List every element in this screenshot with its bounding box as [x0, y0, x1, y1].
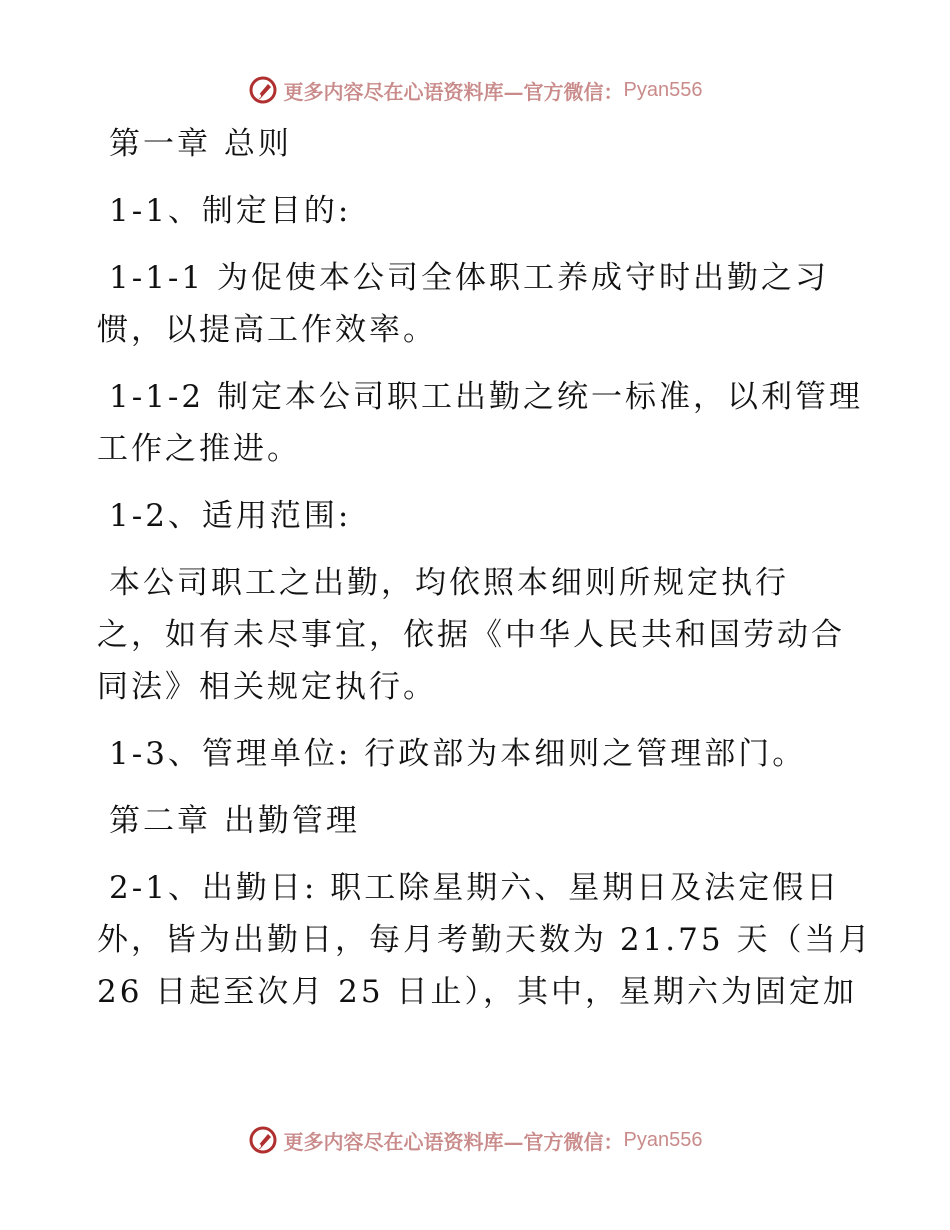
banner-wechat-id: Pyan556 — [623, 1128, 703, 1151]
pen-logo-icon — [248, 75, 278, 105]
text-line: 外，皆为出勤日，每月考勤天数为 21.75 天（当月 — [97, 922, 873, 958]
text-line: 1-1-2 制定本公司职工出勤之统一标准，以利管理 — [109, 379, 863, 415]
watermark-banner-top — [0, 70, 950, 110]
document-body — [97, 118, 873, 1033]
text-line: 之，如有未尽事宜，依据《中华人民共和国劳动合 — [97, 617, 845, 653]
chapter-1-title: 第一章 总则 — [109, 126, 292, 162]
banner-wechat-id: Pyan556 — [623, 78, 703, 101]
text-line: 26 日起至次月 25 日止），其中，星期六为固定加 — [97, 974, 857, 1010]
section-1-2-body — [97, 557, 852, 713]
watermark-banner-bottom — [0, 1120, 950, 1160]
text-line: 惯，以提高工作效率。 — [97, 312, 437, 348]
banner-text: 更多内容尽在心语资料库—官方微信： — [283, 79, 624, 104]
text-line: 同法》相关规定执行。 — [97, 669, 437, 705]
text-line: 本公司职工之出勤，均依照本细则所规定执行 — [109, 565, 789, 601]
chapter-2-title: 第二章 出勤管理 — [109, 803, 360, 839]
section-1-1-heading: 1-1、制定目的: — [109, 193, 352, 229]
banner-text: 更多内容尽在心语资料库—官方微信： — [283, 1129, 624, 1154]
pen-logo-icon — [248, 1125, 278, 1155]
text-line: 2-1、出勤日: 职工除星期六、星期日及法定假日 — [109, 870, 841, 906]
text-line: 1-1-1 为促使本公司全体职工养成守时出勤之习 — [109, 260, 829, 296]
section-1-2-heading: 1-2、适用范围: — [109, 498, 352, 534]
text-line: 工作之推进。 — [97, 431, 301, 467]
section-1-1-2 — [97, 371, 863, 475]
section-2-1 — [97, 862, 873, 1018]
section-1-1-1 — [97, 252, 852, 356]
section-1-3: 1-3、管理单位: 行政部为本细则之管理部门。 — [109, 736, 807, 772]
